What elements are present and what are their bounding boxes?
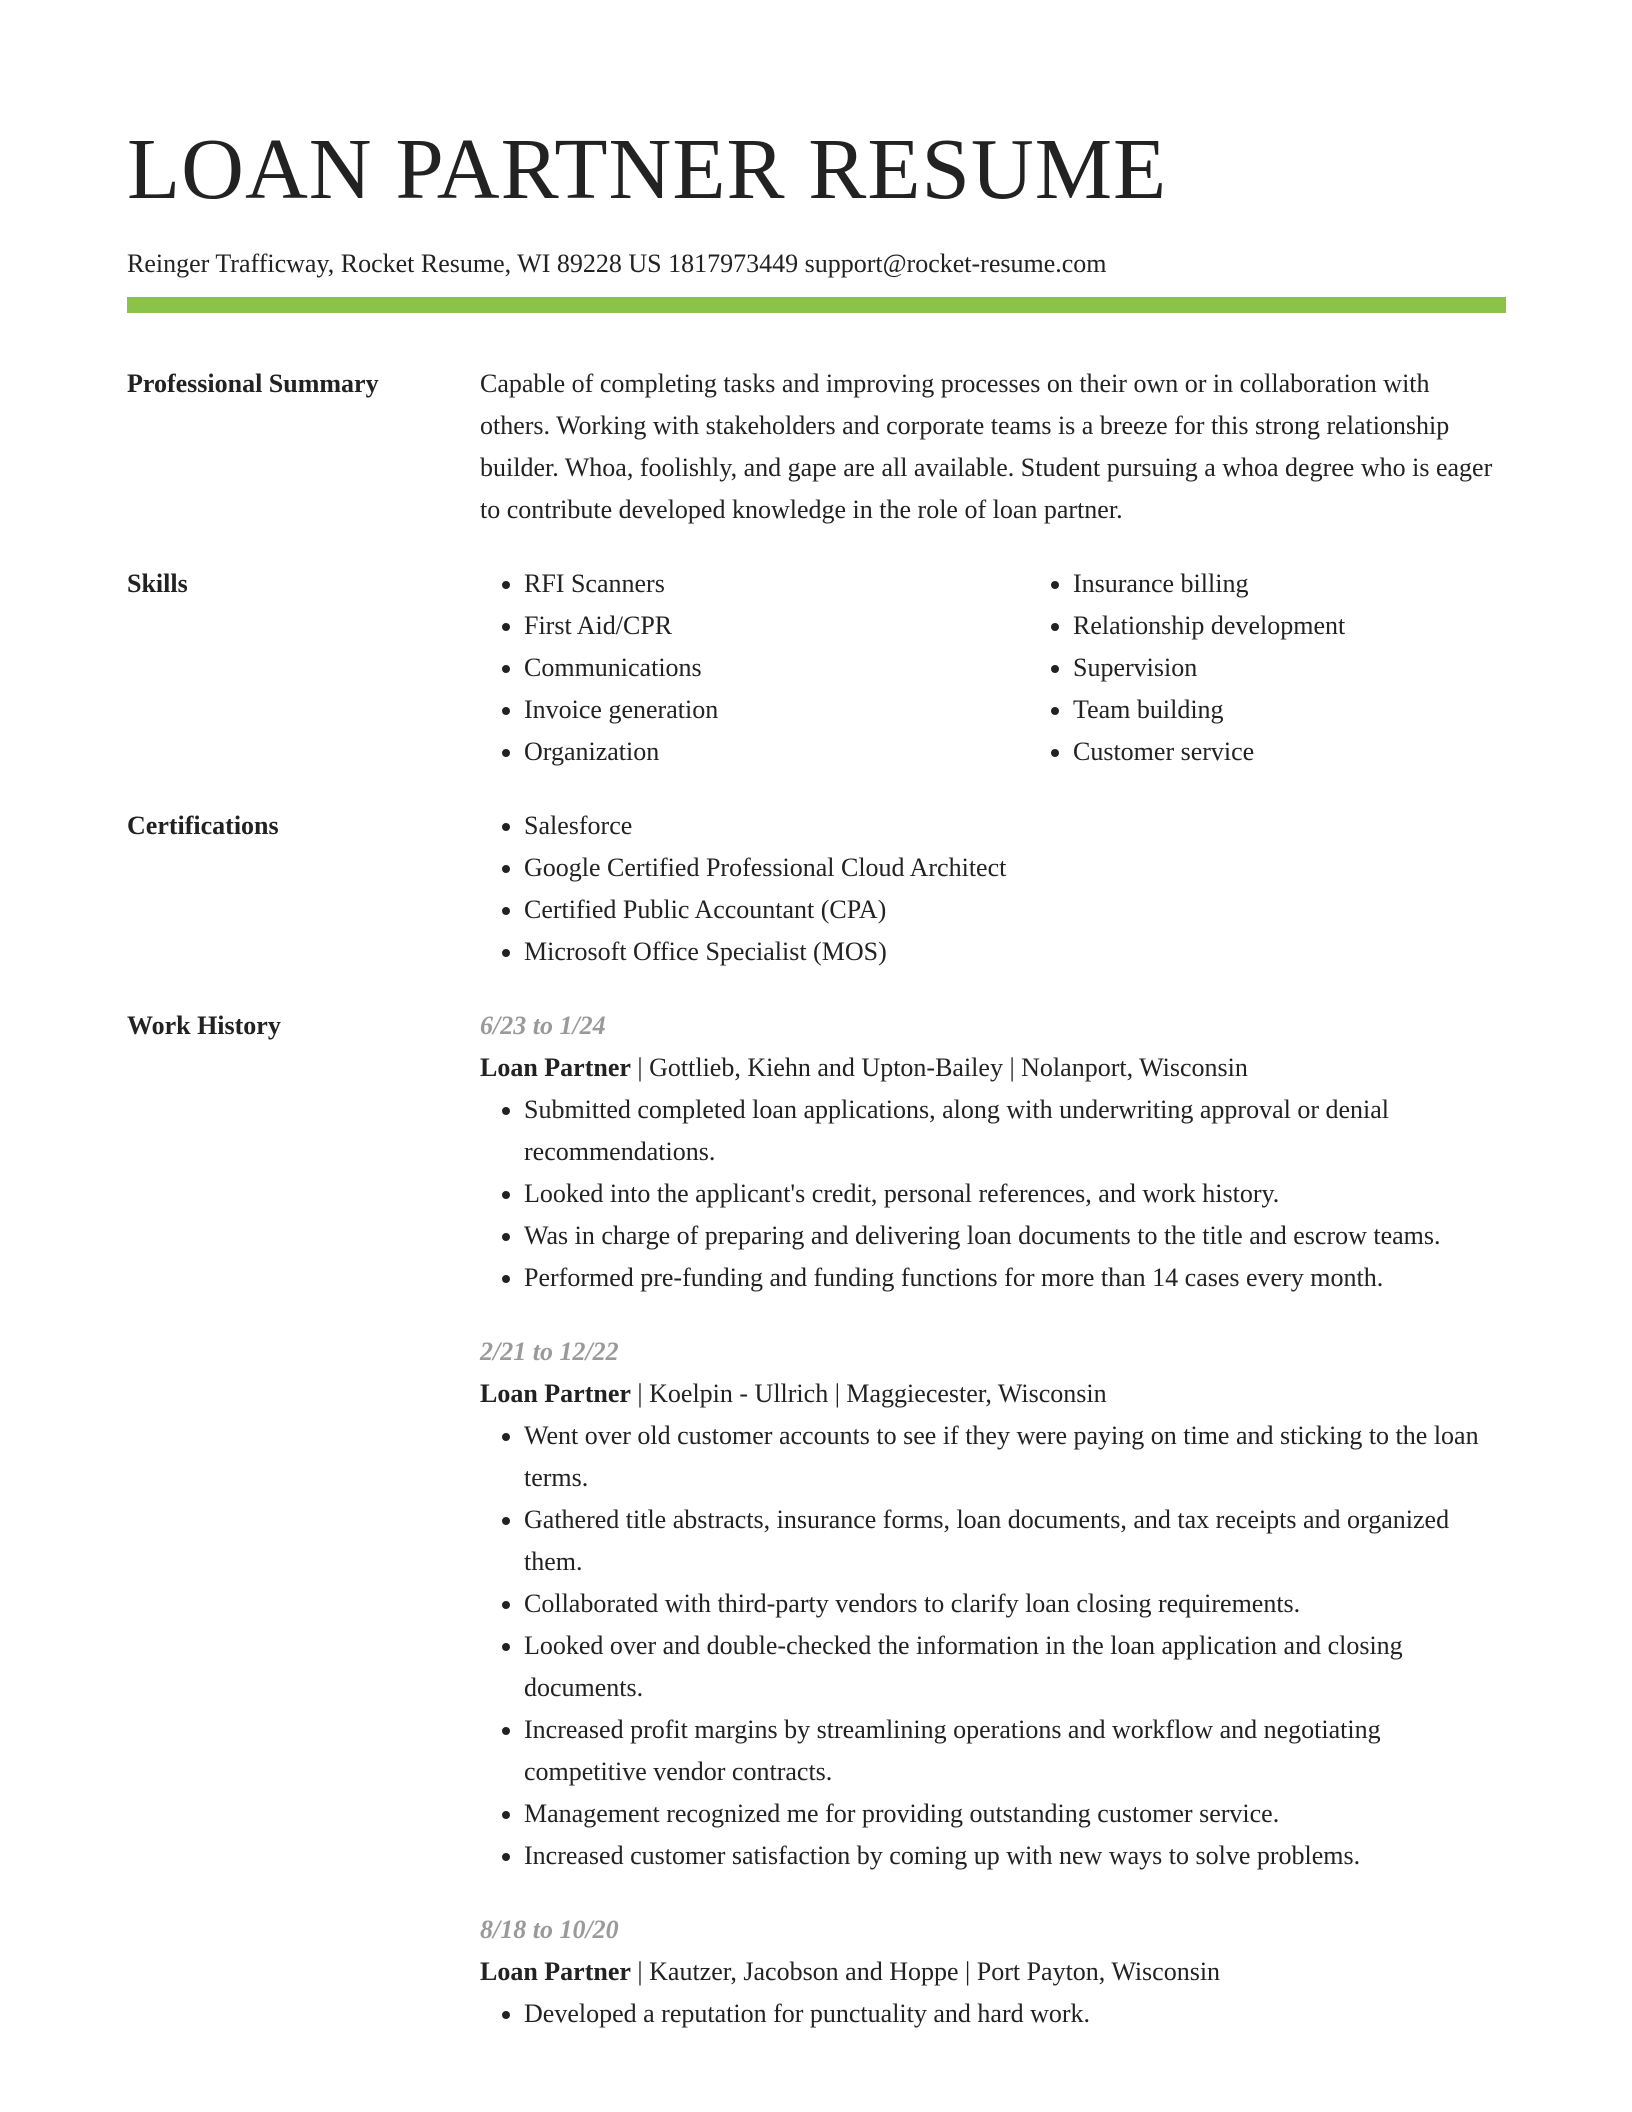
certification-item: • Salesforce [524,805,1506,847]
job-title: Loan Partner [480,1957,631,1986]
skill-item: • Relationship development [1073,605,1578,647]
job-bullet: • Management recognized me for providing outstanding customer service. [524,1793,1506,1835]
certifications-body [480,805,1506,973]
skills-body [480,563,1578,773]
skills-grid [480,563,1578,773]
certifications-list [480,805,1506,973]
job-entry [480,1909,1506,2035]
summary-body [480,363,1506,531]
skill-item: • Insurance billing [1073,563,1578,605]
job-heading [480,1047,1506,1089]
skill-item: • Customer service [1073,731,1578,773]
certification-item: • Certified Public Accountant (CPA) [524,889,1506,931]
job-bullet: • Submitted completed loan applications, along with underwriting approval or denial recommendations. [524,1089,1506,1173]
job-dates: 2/21 to 12/22 [480,1337,619,1366]
skill-item: • Invoice generation [524,689,1029,731]
job-bullets [480,1415,1506,1877]
work-history-body [480,1005,1506,2035]
section-label-certifications: Certifications [127,811,279,840]
job-bullet: • Looked over and double-checked the information in the loan application and closing documents. [524,1625,1506,1709]
job-dates: 6/23 to 1/24 [480,1011,606,1040]
certifications-section [127,805,1506,973]
section-label-summary: Professional Summary [127,369,379,398]
skills-list-right [1029,563,1578,773]
skill-item: • First Aid/CPR [524,605,1029,647]
job-details: | Koelpin - Ullrich | Maggiecester, Wisconsin [630,1379,1107,1408]
contact-info: Reinger Trafficway, Rocket Resume, WI 89228 US 1817973449 support@rocket-resume.com [127,249,1107,278]
skill-item: • Communications [524,647,1029,689]
job-heading [480,1951,1506,1993]
job-entry [480,1005,1506,1299]
skills-section [127,563,1506,773]
job-details: | Kautzer, Jacobson and Hoppe | Port Payton, Wisconsin [630,1957,1221,1986]
job-bullet: • Was in charge of preparing and delivering loan documents to the title and escrow teams. [524,1215,1506,1257]
resume-title: LOAN PARTNER RESUME [127,120,1168,217]
skill-item: • Supervision [1073,647,1578,689]
job-bullet: • Went over old customer accounts to see if they were paying on time and sticking to the loan terms. [524,1415,1506,1499]
summary-section [127,363,1506,531]
skill-item: • Organization [524,731,1029,773]
section-label-work-history: Work History [127,1011,281,1040]
summary-text: Capable of completing tasks and improving processes on their own or in collaboration with others. Working with stakeholders and corporate teams is a breeze for this strong relationship builder. Whoa, foolishly, and gape are all available. Student pursuing a whoa degree who is eager to contribute developed knowledge in the role of loan partner. [480,369,1493,524]
header-divider [127,297,1506,313]
skills-list-left [480,563,1029,773]
job-bullets [480,1993,1506,2035]
job-bullet: • Collaborated with third-party vendors to clarify loan closing requirements. [524,1583,1506,1625]
job-bullet: • Gathered title abstracts, insurance forms, loan documents, and tax receipts and organized them. [524,1499,1506,1583]
job-bullet: • Increased customer satisfaction by coming up with new ways to solve problems. [524,1835,1506,1877]
skill-item: • RFI Scanners [524,563,1029,605]
certification-item: • Google Certified Professional Cloud Architect [524,847,1506,889]
job-details: | Gottlieb, Kiehn and Upton-Bailey | Nolanport, Wisconsin [630,1053,1248,1082]
job-bullet: • Increased profit margins by streamlining operations and workflow and negotiating competitive vendor contracts. [524,1709,1506,1793]
job-heading [480,1373,1506,1415]
skill-item: • Team building [1073,689,1578,731]
job-entry [480,1331,1506,1877]
work-history-section [127,1005,1506,2035]
job-dates: 8/18 to 10/20 [480,1915,619,1944]
job-bullets [480,1089,1506,1299]
job-bullet: • Developed a reputation for punctuality and hard work. [524,1993,1506,2035]
certification-item: • Microsoft Office Specialist (MOS) [524,931,1506,973]
job-title: Loan Partner [480,1053,631,1082]
job-bullet: • Performed pre-funding and funding functions for more than 14 cases every month. [524,1257,1506,1299]
job-bullet: • Looked into the applicant's credit, personal references, and work history. [524,1173,1506,1215]
section-label-skills: Skills [127,569,188,598]
job-title: Loan Partner [480,1379,631,1408]
